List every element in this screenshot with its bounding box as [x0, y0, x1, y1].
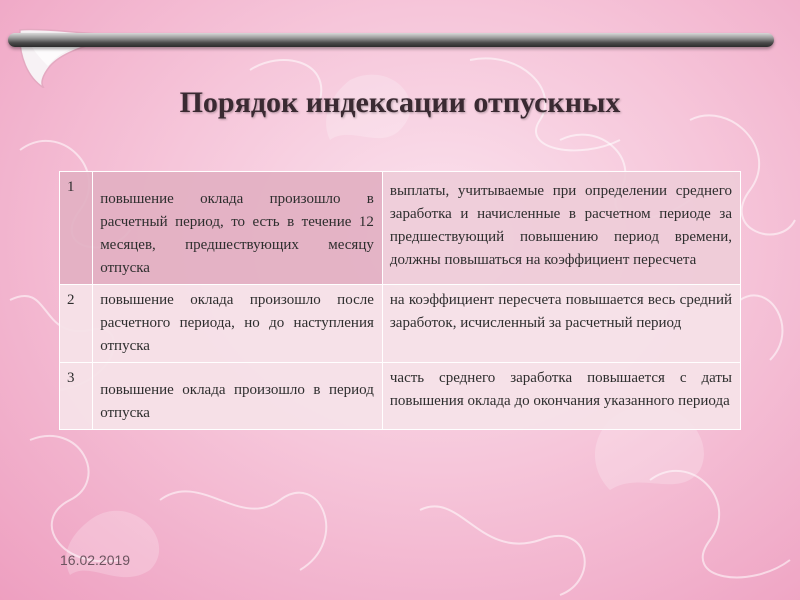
- rule-text: часть среднего заработка повышается с даты повышения оклада до окончания указанного периода: [389, 370, 732, 409]
- condition-text: повышение оклада произошло в период отпуска: [100, 382, 374, 421]
- rule-cell: [382, 363, 740, 430]
- table-row: [60, 285, 741, 363]
- rule-text: выплаты, учитываемые при определении среднего заработка и начисленные в расчетном периоде за предшествующий повышению период времени, должны повышаться на коэффициент пересчета: [389, 183, 732, 268]
- condition-cell: [93, 285, 383, 363]
- slide-date: 16.02.2019: [60, 552, 131, 568]
- row-number: 3: [60, 363, 93, 430]
- rule-cell: [382, 172, 740, 285]
- condition-cell: [93, 172, 383, 285]
- top-divider-bar: [8, 33, 774, 47]
- condition-cell: [93, 363, 383, 430]
- table-row: [60, 363, 741, 430]
- rule-text: на коэффициент пересчета повышается весь средний заработок, исчисленный за расчетный период: [389, 292, 732, 331]
- rule-cell: [382, 285, 740, 363]
- row-number: 1: [60, 172, 93, 285]
- table-row: [60, 172, 741, 285]
- condition-text: повышение оклада произошло после расчетного периода, но до наступления отпуска: [100, 292, 374, 354]
- indexation-table: [59, 171, 741, 430]
- row-number: 2: [60, 285, 93, 363]
- condition-text: повышение оклада произошло в расчетный период, то есть в течение 12 месяцев, предшествующих месяцу отпуска: [100, 191, 374, 276]
- slide-title: Порядок индексации отпускных: [179, 86, 621, 119]
